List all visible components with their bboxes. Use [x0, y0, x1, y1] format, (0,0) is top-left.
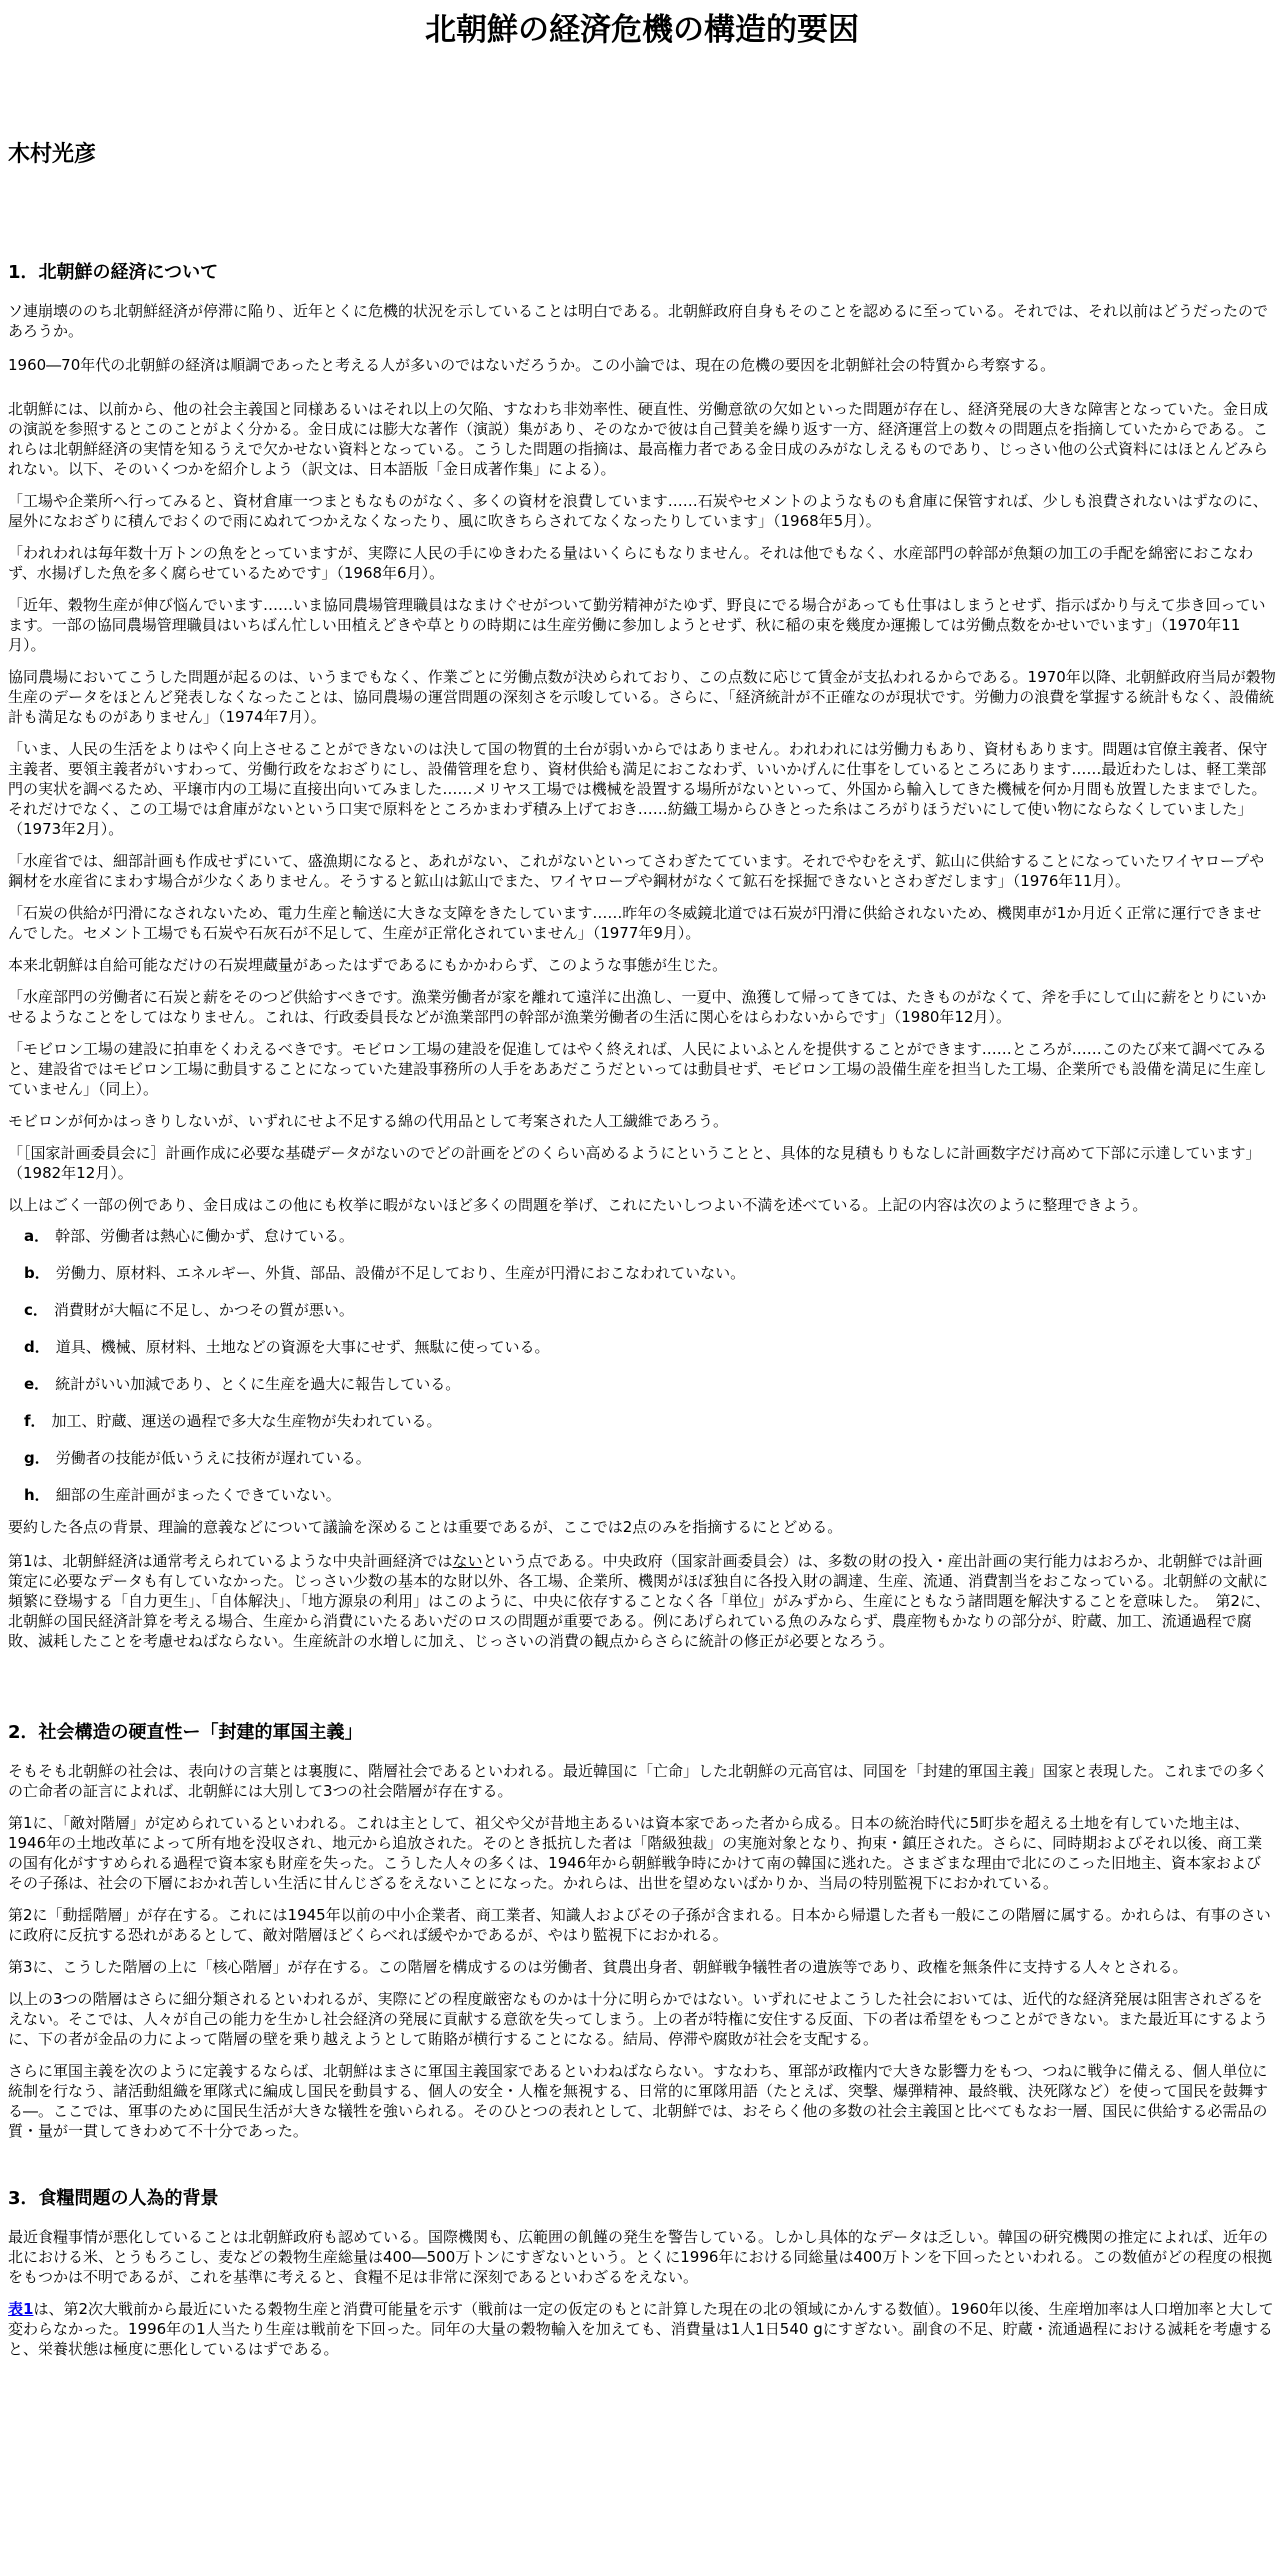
list-item-text: 労働者の技能が低いうえに技術が遅れている。: [55, 1449, 371, 1467]
list-item-text: 幹部、労働者は熱心に働かず、怠けている。: [55, 1227, 354, 1245]
list-item-label: d．: [24, 1338, 50, 1356]
paragraph: 第3に、こうした階層の上に「核心階層」が存在する。この階層を構成するのは労働者、貧農出身者、朝鮮戦争犠牲者の遺族等であり、政権を無条件に支持する人々とされる。: [8, 1958, 1188, 1976]
quote-paragraph: 「モビロン工場の建設に拍車をくわえるべきです。モビロン工場の建設を促進してはやく終えれば、人民によいふとんを提供することができます……ところが……このたび来て調べてみると、建設省ではモビロン工場に動員することになっていた建設事務所の人手をああだこうだといっては動員せず、モビロン工場の設備生産を担当した工場、企業所でも設備を満足に生産していません」（同上）。: [8, 1040, 1267, 1098]
paragraph: [8, 1551, 1276, 1651]
quote-paragraph: 「近年、穀物生産が伸び悩んでいます……いま協同農場管理職員はなまけぐせがついて勤労精神がたゆず、野良にでる場合があっても仕事はしまうとせず、指示ばかり与えて歩き回っています。一部の協同農場管理職員はいちばん忙しい田植えどきや草とりの時期には生産労働に参加しようとせず、秋に稲の束を幾度か運搬しては労働点数をかせいでいます」（1970年11月）。: [8, 596, 1266, 654]
quote-paragraph: 「工場や企業所へ行ってみると、資材倉庫一つまともなものがなく、多くの資材を浪費しています……石炭やセメントのようなものも倉庫に保管すれば、少しも浪費されないはずなのに、屋外になおざりに積んでおくので雨にぬれてつかえなくなったり、風に吹きちらされてなくなったりしています」（1968年5月）。: [8, 492, 1268, 530]
paragraph: 最近食糧事情が悪化していることは北朝鮮政府も認めている。国際機関も、広範囲の飢饉の発生を警告している。しかし具体的なデータは乏しい。韓国の研究機関の推定によれば、近年の北における米、とうもろこし、麦などの穀物生産総量は400―500万トンにすぎないという。とくに1996年における同総量は400万トンを下回ったといわれる。この数値がどの程度の根拠をもつかは不明であるが、これを基準に考えると、食糧不足は非常に深刻であるといわざるをえない。: [8, 2228, 1273, 2286]
list-item-label: a．: [24, 1227, 50, 1245]
quote-paragraph: 「［国家計画委員会に］計画作成に必要な基礎データがないのでどの計画をどのくらい高めるようにということと、具体的な見積もりもなしに計画数字だけ高めて下部に示達しています」（1982年12月）。: [8, 1144, 1261, 1182]
list-item: [24, 1226, 1276, 1246]
paragraph: モビロンが何かはっきりしないが、いずれにせよ不足する綿の代用品として考案された人工繊維であろう。: [8, 1112, 729, 1130]
paragraph: 以上の3つの階層はさらに細分類されるといわれるが、実際にどの程度厳密なものかは十分に明らかではない。いずれにせよこうした社会においては、近代的な経済発展は阻害されざるをえない。そこでは、人々が自己の能力を生かし社会経済の発展に貢献する意欲を失ってしまう。上の者が特権に安住する反面、下の者は希望をもつことができない。また最近耳にするように、下の者が金品の力によって階層の壁を乗り越えようとして賄賂が横行することになる。結局、停滞や腐敗が社会を支配する。: [8, 1990, 1269, 2048]
paragraph: 第2に「動揺階層」が存在する。これには1945年以前の中小企業者、商工業者、知識人およびその子孫が含まれる。日本から帰還した者も一般にこの階層に属する。かれらは、有事のさいに政府に反抗する恐れがあるとして、敵対階層ほどくらべれば緩やかであるが、やはり監視下におかれる。: [8, 1906, 1271, 1944]
paragraph: 第1に、「敵対階層」が定められているといわれる。これは主として、祖父や父が昔地主あるいは資本家であった者から成る。日本の統治時代に5町歩を超える土地を有していた地主は、1946年の土地改革によって所有地を没収され、地元から追放された。そのとき抵抗した者は「階級独裁」の実施対象となり、拘束・鎮圧された。さらに、同時期およびそれ以後、商工業の国有化がすすめられる過程で資本家も財産を失った。こうした人々の多くは、1946年から朝鮮戦争時にかけて南の韓国に逃れた。さまざまな理由で北にのこった旧地主、資本家およびその子孫は、社会の下層におかれ苦しい生活に甘んじざるをえないことになった。かれらは、出世を望めないばかりか、当局の特別監視下におかれている。: [8, 1814, 1263, 1892]
list-item-label: f．: [24, 1412, 46, 1430]
paragraph: 以上はごく一部の例であり、金日成はこの他にも枚挙に暇がないほど多くの問題を挙げ、これにたいしつよい不満を述べている。上記の内容は次のように整理できよう。: [8, 1196, 1148, 1214]
table-1-link[interactable]: 表1: [8, 2300, 34, 2318]
paragraph: 本来北朝鮮は自給可能なだけの石炭埋蔵量があったはずであるにもかかわらず、このような事態が生じた。: [8, 956, 728, 974]
section-heading-3: 3．食糧問題の人為的背景: [8, 2188, 219, 2209]
paragraph: さらに軍国主義を次のように定義するならば、北朝鮮はまさに軍国主義国家であるといわねばならない。すなわち、軍部が政権内で大きな影響力をもつ、つねに戦争に備える、個人単位に統制を行なう、諸活動組織を軍隊式に編成し国民を動員する、個人の安全・人権を無視する、日常的に軍隊用語（たとえば、突撃、爆弾精神、最終戦、決死隊など）を使って国民を鼓舞する―。ここでは、軍事のために国民生活が大きな犠牲を強いられる。そのひとつの表れとして、北朝鮮では、おそらく他の多数の社会主義国と比べてもなお一層、国民に供給する必需品の質・量が一貫してきわめて不十分であった。: [8, 2062, 1269, 2140]
text-span: という点である。中央政府（国家計画委員会）は、多数の財の投入・産出計画の実行能力はおろか、北朝鮮では計画策定に必要なデータも有していなかった。じっさい少数の基本的な財以外、各工場、企業所、機関がほぼ独自に各投入財の調達、生産、流通、消費割当をおこなっている。北朝鮮の文献に頻繁に登場する「自力更生」、「自体解決」、「地方源泉の利用」はこのように、中央に依存することなく各「単位」がみずから、生産にともなう諸問題を解決することを意味した。 第2に、北朝鮮の国民経済計算を考える場合、生産から消費にいたるあいだのロスの問題が重要である。例にあげられている魚のみならず、農産物もかなりの部分が、貯蔵、加工、流通過程で腐敗、滅耗したことを考慮せねばならない。生産統計の水増しに加え、じっさいの消費の観点からさらに統計の修正が必要となろう。: [8, 1552, 1271, 1650]
author-name: 木村光彦: [8, 142, 97, 167]
list-item-label: h．: [24, 1486, 50, 1504]
section-heading-1: 1．北朝鮮の経済について: [8, 262, 219, 283]
quote-paragraph: 「われわれは毎年数十万トンの魚をとっていますが、実際に人民の手にゆきわたる量はいくらにもなりません。それは他でもなく、水産部門の幹部が魚類の加工の手配を綿密におこなわず、水揚げした魚を多く腐らせているためです」（1968年6月）。: [8, 544, 1254, 582]
list-item: [24, 1411, 1276, 1431]
quote-paragraph: 「水産省では、細部計画も作成せずにいて、盛漁期になると、あれがない、これがないといってさわぎたてています。それでやむをえず、鉱山に供給することになっていたワイヤロープや鋼材を水産省にまわす場合が少なくありません。そうすると鉱山は鉱山でまた、ワイヤロープや鋼材がなくて鉱石を採掘できないとさわぎだします」（1976年11月）。: [8, 852, 1265, 890]
text-span: 第1は、北朝鮮経済は通常考えられているような中央計画経済では: [8, 1552, 453, 1570]
list-item-text: 道具、機械、原材料、土地などの資源を大事にせず、無駄に使っている。: [55, 1338, 550, 1356]
list-item: [24, 1448, 1276, 1468]
list-item-text: 細部の生産計画がまったくできていない。: [55, 1486, 341, 1504]
paragraph: [8, 2299, 1276, 2359]
list-item: [24, 1374, 1276, 1394]
list-item-label: c．: [24, 1301, 48, 1319]
list-item-text: 加工、貯蔵、運送の過程で多大な生産物が失われている。: [51, 1412, 442, 1430]
list-item-label: e．: [24, 1375, 50, 1393]
document-title: 北朝鮮の経済危機の構造的要因: [425, 12, 859, 48]
text-span: は、第2次大戦前から最近にいたる穀物生産と消費可能量を示す（戦前は一定の仮定のもとに計算した現在の北の領域にかんする数値）。1960年以後、生産増加率は人口増加率と大して変わらなかった。1996年の1人当たり生産は戦前を下回った。同年の大量の穀物輸入を加えても、消費量は1人1日540 gにすぎない。副食の不足、貯蔵・流通過程における滅耗を考慮すると、栄養状態は極度に悪化しているはずである。: [8, 2300, 1274, 2358]
list-item: [24, 1485, 1276, 1505]
list-item-label: g．: [24, 1449, 50, 1467]
quote-paragraph: 「水産部門の労働者に石炭と薪をそのつど供給すべきです。漁業労働者が家を離れて遠洋に出漁し、一夏中、漁獲して帰ってきては、たきものがなくて、斧を手にして山に薪をとりにいかせるようなことをしてはなりません。これは、行政委員長などが漁業部門の幹部が漁業労働者の生活に関心をはらわないからです」（1980年12月）。: [8, 988, 1267, 1026]
paragraph: 要約した各点の背景、理論的意義などについて議論を深めることは重要であるが、ここでは2点のみを指摘するにとどめる。: [8, 1518, 843, 1536]
section-heading-2: 2．社会構造の硬直性ー「封建的軍国主義」: [8, 1722, 363, 1743]
list-item-label: b．: [24, 1264, 50, 1282]
summary-list: [8, 1226, 1276, 1505]
list-item-text: 統計がいい加減であり、とくに生産を過大に報告している。: [55, 1375, 461, 1393]
list-item: [24, 1300, 1276, 1320]
paragraph: 北朝鮮には、以前から、他の社会主義国と同様あるいはそれ以上の欠陥、すなわち非効率性、硬直性、労働意欲の欠如といった問題が存在し、経済発展の大きな障害となっていた。金日成の演説を参照するとこのことがよく分かる。金日成には膨大な著作（演説）集があり、そのなかで彼は自己賛美を繰り返す一方、経済運営上の数々の問題点を指摘していたからである。これらは北朝鮮経済の実情を知るうえで欠かせない資料となっている。こうした問題の指摘は、最高権力者である金日成のみがなしえるものであり、じっさい他の公式資料にはほとんどみられない。以下、そのいくつかを紹介しよう（訳文は、日本語版「金日成著作集」による）。: [8, 400, 1269, 478]
paragraph: 協同農場においてこうした問題が起るのは、いうまでもなく、作業ごとに労働点数が決められており、この点数に応じて賃金が支払われるからである。1970年以降、北朝鮮政府当局が穀物生産のデータをほとんど発表しなくなったことは、協同農場の運営問題の深刻さを示唆している。さらに、「経済統計が不正確なのが現状です。労働力の浪費を掌握する統計もなく、設備統計も満足なものがありません」（1974年7月）。: [8, 668, 1276, 726]
quote-paragraph: 「いま、人民の生活をよりはやく向上させることができないのは決して国の物質的土台が弱いからではありません。われわれには労働力もあり、資材もあります。問題は官僚主義者、保守主義者、要領主義者がいすわって、労働行政をなおざりにし、設備管理を怠り、資材供給も満足におこなわず、いいかげんに仕事をしているところにあります……最近わたしは、軽工業部門の実状を調べるため、平壌市内の工場に直接出向いてみました……メリヤス工場では機械を設置する場所がないといって、外国から輸入してきた機械を何か月間も放置したままでした。それだけでなく、この工場では倉庫がないという口実で原料をところかまわず積み上げておき……紡織工場からひきとった糸はころがりほうだいにして使い物にならなくしていました」（1973年2月）。: [8, 740, 1268, 838]
paragraph: ソ連崩壊ののち北朝鮮経済が停滞に陥り、近年とくに危機的状況を示していることは明白である。北朝鮮政府自身もそのことを認めるに至っている。それでは、それ以前はどうだったのであろうか。: [8, 302, 1269, 340]
quote-paragraph: 「石炭の供給が円滑になされないため、電力生産と輸送に大きな支障をきたしています……昨年の冬威鏡北道では石炭が円滑に供給されないため、機関車が1か月近く正常に運行できませんでした。セメント工場でも石炭や石灰石が不足して、生産が正常化されていません」（1977年9月）。: [8, 904, 1262, 942]
paragraph: そもそも北朝鮮の社会は、表向けの言葉とは裏腹に、階層社会であるといわれる。最近韓国に「亡命」した北朝鮮の元高官は、同国を「封建的軍国主義」国家と表現した。これまでの多くの亡命者の証言によれば、北朝鮮には大別して3つの社会階層が存在する。: [8, 1762, 1269, 1800]
list-item: [24, 1337, 1276, 1357]
list-item: [24, 1263, 1276, 1283]
list-item-text: 消費財が大幅に不足し、かつその質が悪い。: [53, 1301, 354, 1319]
list-item-text: 労働力、原材料、エネルギー、外貨、部品、設備が不足しており、生産が円滑におこなわれていない。: [55, 1264, 746, 1282]
paragraph: 1960―70年代の北朝鮮の経済は順調であったと考える人が多いのではないだろうか。この小論では、現在の危機の要因を北朝鮮社会の特質から考察する。: [8, 356, 1056, 374]
underlined-text: ない: [452, 1552, 483, 1570]
